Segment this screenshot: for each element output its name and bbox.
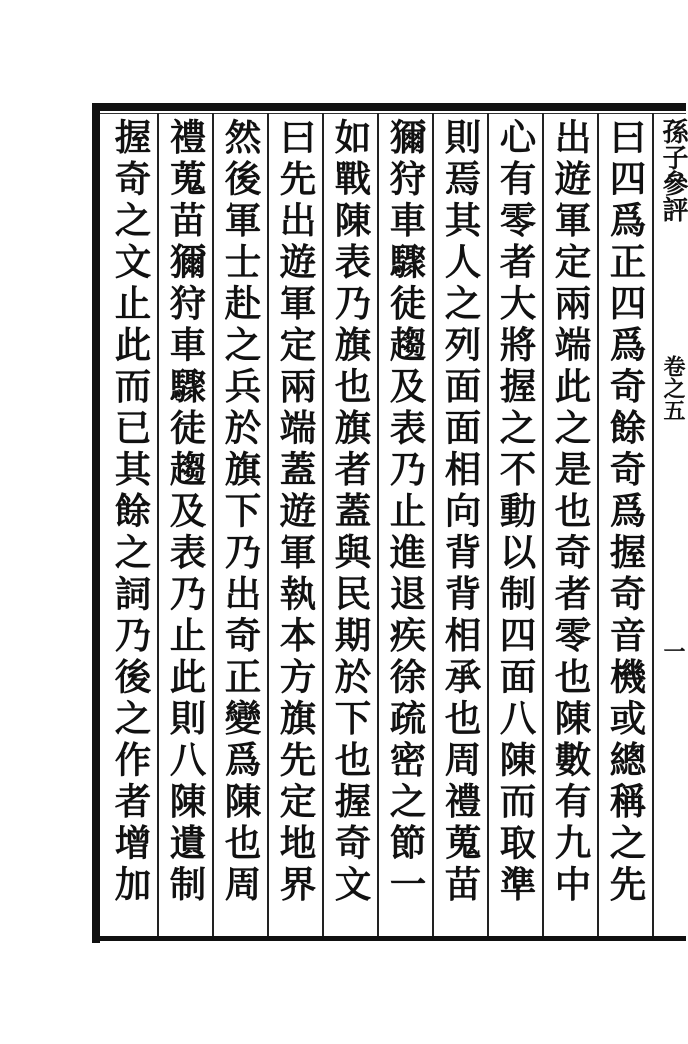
frame-top-border (92, 103, 686, 111)
column-rule (652, 113, 654, 936)
text-column-9: 禮蒐苗獮狩車驟徒趨及表乃止此則八陳遺制 (164, 118, 207, 907)
text-column-6: 如戰陳表乃旗也旗者蓋與民期於下也握奇文 (329, 118, 372, 907)
text-column-5: 獮狩車驟徒趨及表乃止進退疾徐疏密之節一 (384, 118, 427, 907)
text-column-4: 則焉其人之列面面相向背背相承也周禮蒐苗 (439, 118, 482, 907)
text-column-10: 握奇之文止此而已其餘之詞乃後之作者增加 (109, 118, 152, 907)
margin-page-number: 一 (660, 640, 686, 662)
text-column-3: 心有零者大將握之不動以制四面八陳而取準 (494, 118, 537, 907)
frame-left-border (92, 103, 100, 943)
margin-chapter: 卷之五 (660, 355, 686, 421)
margin-title: 孫子參評 (658, 118, 688, 222)
text-column-2: 出遊軍定兩端此之是也奇者零也陳數有九中 (549, 118, 592, 907)
text-column-8: 然後軍士赴之兵於旗下乃出奇正變爲陳也周 (219, 118, 262, 907)
frame-bottom-border (92, 936, 686, 941)
text-column-1: 曰四爲正四爲奇餘奇爲握奇音機或總稱之先 (604, 118, 647, 907)
text-column-7: 曰先出遊軍定兩端蓋遊軍執本方旗先定地界 (274, 118, 317, 907)
